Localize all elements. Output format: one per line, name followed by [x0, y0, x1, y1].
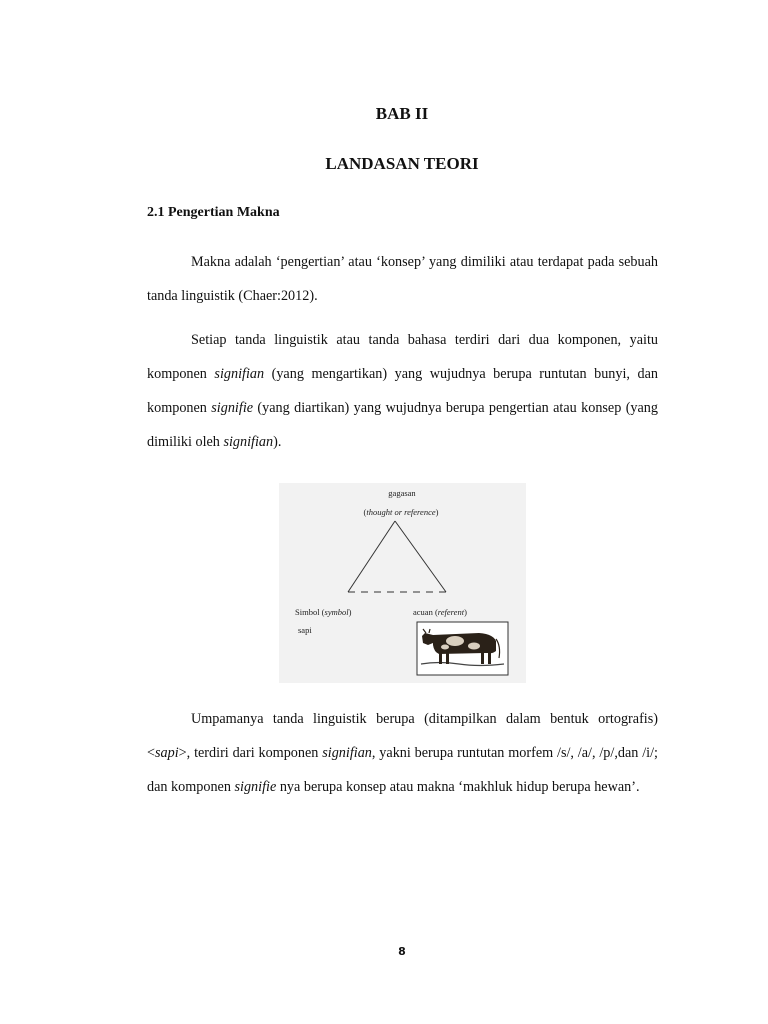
figure-top-sublabel: (thought or reference): [363, 507, 439, 517]
italic-term: signifie: [234, 779, 277, 795]
italic-term: signifian: [322, 745, 372, 761]
paragraph-text: Setiap tanda linguistik atau tanda bahasa terdiri dari dua komponen, yaitu komponen: [147, 332, 658, 382]
italic-term: signifian: [223, 434, 274, 450]
paragraph-text: (yang diartikan) yang wujudnya berupa pengertian atau konsep (yang dimiliki oleh: [147, 400, 658, 450]
chapter-title: LANDASAN TEORI: [325, 154, 479, 173]
figure-right-label: acuan (referent): [413, 607, 467, 617]
paragraph-definition: [147, 245, 658, 313]
paragraph-sign-components: [147, 323, 658, 459]
chapter-number: BAB II: [375, 104, 429, 123]
paragraph-text: (yang mengartikan) yang wujudnya berupa runtutan bunyi, dan komponen: [147, 366, 658, 416]
section-heading: 2.1 Pengertian Makna: [147, 205, 280, 220]
paragraph-text: Makna adalah ‘pengertian’ atau ‘konsep’ yang dimiliki atau terdapat pada sebuah tanda linguistik (Chaer:2012).: [147, 254, 658, 304]
paragraph-text: nya berupa konsep atau makna ‘makhluk hidup berupa hewan’.: [276, 779, 640, 795]
paragraph-text: >, terdiri dari komponen: [178, 745, 323, 761]
triangle-left-edge: [348, 521, 395, 592]
triangle-right-edge: [395, 521, 446, 592]
figure-left-label: Simbol (symbol): [295, 607, 352, 617]
italic-term: signifian: [214, 366, 265, 382]
paragraph-text: , yakni berupa runtutan morfem /s/, /a/, /p/,dan /i/; dan komponen: [147, 745, 658, 795]
paragraph-example: [147, 702, 658, 804]
paragraph-text: Umpamanya tanda linguistik berupa (ditampilkan dalam bentuk ortografis) <: [147, 711, 658, 761]
figure-left-example: sapi: [298, 625, 312, 635]
italic-term: signifie: [211, 400, 254, 416]
page-number: 8: [398, 945, 406, 958]
figure-top-label: gagasan: [388, 488, 416, 498]
paragraph-text: ).: [273, 434, 282, 450]
semiotic-triangle-figure: [279, 483, 526, 683]
italic-term: sapi: [155, 745, 179, 761]
